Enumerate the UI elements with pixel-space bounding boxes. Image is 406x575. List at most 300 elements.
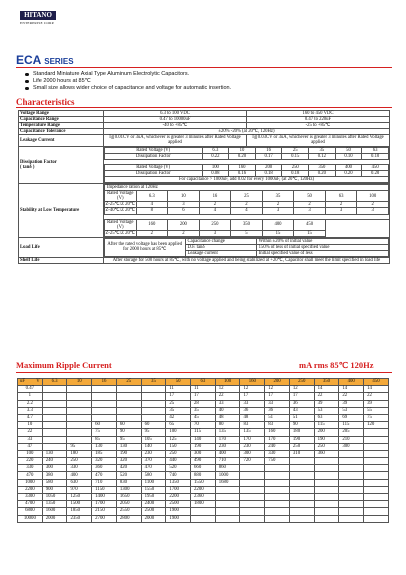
ripple-value-cell: 14 <box>314 386 339 393</box>
ripple-value-cell: 740 <box>166 472 191 479</box>
ripple-value-cell: 1600 <box>42 508 67 515</box>
ripple-value-cell: 1100 <box>141 479 166 486</box>
ripple-value-cell: 17 <box>191 393 216 400</box>
ripple-value-cell <box>289 472 314 479</box>
ripple-value-cell: 140 <box>141 443 166 450</box>
ripple-value-cell <box>67 429 92 436</box>
ripple-value-cell: 330 <box>67 465 92 472</box>
ripple-value-cell: 1950 <box>141 494 166 501</box>
df-cell: 0.18 <box>255 170 282 176</box>
ripple-value-cell: 120 <box>364 422 389 429</box>
ripple-value-cell <box>339 494 364 501</box>
ripple-value-cell: 70 <box>191 422 216 429</box>
ripple-corner-cell <box>18 379 43 386</box>
ripple-value-cell <box>141 414 166 421</box>
ripple-row <box>18 494 389 501</box>
feature-item: Life 2000 hours at 85℃ <box>24 78 231 85</box>
ripple-value-cell: 11 <box>191 386 216 393</box>
ripple-value-cell: 470 <box>141 465 166 472</box>
ripple-table <box>17 378 389 523</box>
stability-cell: 400 <box>262 219 294 230</box>
spec-label: Capacitance Tolerance <box>19 129 104 135</box>
ripple-value-cell: 2360 <box>191 494 216 501</box>
ripple-value-cell: 2700 <box>92 515 117 522</box>
ripple-value-cell: 1550 <box>191 479 216 486</box>
ripple-value-cell <box>42 407 67 414</box>
ripple-value-cell: 1800 <box>191 501 216 508</box>
df-rv-label: Rated Voltage (V) <box>105 147 203 153</box>
ripple-value-cell <box>42 429 67 436</box>
ripple-value-cell: 2050 <box>116 501 141 508</box>
ripple-value-cell <box>240 479 265 486</box>
df-cell: 63 <box>362 147 389 153</box>
ripple-value-cell: 17 <box>240 393 265 400</box>
ripple-capacitance-cell: 2.2 <box>18 400 43 407</box>
ripple-value-cell: 33 <box>240 400 265 407</box>
ripple-value-cell <box>265 494 290 501</box>
ripple-value-cell <box>339 501 364 508</box>
brand-subtitle: ENTERPRISE CORP. <box>20 21 55 25</box>
df-cell: 0.17 <box>255 153 282 159</box>
stability-cell: 4 <box>231 208 263 214</box>
ripple-value-cell <box>240 501 265 508</box>
stability-cell: 3 <box>357 208 389 214</box>
df-rv-label: Rated Voltage (V) <box>105 164 203 170</box>
ripple-value-cell: 205 <box>339 429 364 436</box>
ripple-voltage-header: 25 <box>116 379 141 386</box>
ripple-value-cell <box>116 414 141 421</box>
ripple-value-cell: 130 <box>116 443 141 450</box>
ripple-value-cell: 35 <box>191 407 216 414</box>
ripple-value-cell: 12 <box>265 386 290 393</box>
series-title <box>16 53 74 67</box>
stability-cell: 25 <box>231 191 263 202</box>
ripple-value-cell <box>364 458 389 465</box>
ripple-value-cell: 1300 <box>116 486 141 493</box>
ripple-value-cell <box>265 508 290 515</box>
ripple-value-cell: 51 <box>289 414 314 421</box>
ripple-value-cell: 580 <box>141 472 166 479</box>
ripple-value-cell: 140 <box>191 436 216 443</box>
ripple-value-cell: 240 <box>42 458 67 465</box>
df-cell: 0.20 <box>335 170 362 176</box>
ripple-value-cell: 380 <box>42 472 67 479</box>
stability-cell <box>104 184 390 238</box>
ripple-value-cell <box>116 386 141 393</box>
df-cell: 10 <box>229 147 256 153</box>
ripple-voltage-header: 100 <box>215 379 240 386</box>
ripple-value-cell: 1350 <box>42 501 67 508</box>
ripple-value-cell: 12 <box>289 386 314 393</box>
stability-cell: 3 <box>168 202 200 208</box>
ripple-value-cell: 300 <box>240 450 265 457</box>
ripple-capacitance-cell: 470 <box>18 472 43 479</box>
ripple-value-cell: 200 <box>314 429 339 436</box>
ripple-corner-top: V <box>36 379 40 384</box>
ripple-value-cell: 660 <box>191 465 216 472</box>
ripple-capacitance-cell: 4.7 <box>18 414 43 421</box>
ripple-value-cell: 520 <box>166 465 191 472</box>
ripple-value-cell: 2150 <box>92 508 117 515</box>
series-label: SERIES <box>44 57 74 66</box>
ripple-value-cell <box>364 501 389 508</box>
ripple-value-cell <box>240 486 265 493</box>
df-cell: 160 <box>229 164 256 170</box>
ripple-value-cell: 190 <box>116 450 141 457</box>
ripple-value-cell: 2500 <box>141 508 166 515</box>
ripple-value-cell: 80 <box>215 422 240 429</box>
ripple-value-cell: 860 <box>215 465 240 472</box>
ripple-row <box>18 414 389 421</box>
df-cell: 0.12 <box>309 153 336 159</box>
ripple-capacitance-cell: 6800 <box>18 508 43 515</box>
ripple-value-cell: 630 <box>67 479 92 486</box>
ripple-value-cell <box>141 386 166 393</box>
ripple-value-cell <box>240 508 265 515</box>
stability-cell: 10 <box>168 191 200 202</box>
spec-label: Capacitance Range <box>19 117 104 123</box>
ripple-value-cell: 90 <box>116 429 141 436</box>
ripple-value-cell <box>289 486 314 493</box>
ripple-header-row <box>18 379 389 386</box>
spec-row-leakage <box>19 135 390 146</box>
ripple-value-cell: 230 <box>141 450 166 457</box>
df-cell: 350 <box>309 164 336 170</box>
ripple-value-cell <box>116 400 141 407</box>
ripple-row <box>18 386 389 393</box>
ripple-value-cell: 970 <box>67 486 92 493</box>
ripple-value-cell: 135 <box>215 429 240 436</box>
ripple-value-cell <box>240 515 265 522</box>
divider-top <box>16 67 392 68</box>
ripple-value-cell: 60 <box>116 422 141 429</box>
stability-cell: 3 <box>199 230 231 236</box>
ripple-value-cell <box>67 386 92 393</box>
stability-cell: 15 <box>294 230 326 236</box>
ripple-value-cell <box>364 472 389 479</box>
ripple-value-cell: 135 <box>240 429 265 436</box>
ripple-value-cell: 170 <box>240 436 265 443</box>
df-cell: 0.20 <box>309 170 336 176</box>
ripple-value-cell: 360 <box>314 450 339 457</box>
df-cell: 200 <box>255 164 282 170</box>
divider-ripple <box>16 372 392 373</box>
spec-value: 160 to 450 VDC <box>247 111 390 117</box>
ripple-value-cell: 1550 <box>141 486 166 493</box>
characteristics-title: Characteristics <box>16 97 75 107</box>
stability-cell: 2 <box>357 202 389 208</box>
stability-cell: 50 <box>294 191 326 202</box>
ripple-value-cell: 12 <box>215 386 240 393</box>
ripple-value-cell: 830 <box>116 479 141 486</box>
ripple-voltage-header: 10 <box>67 379 92 386</box>
ripple-value-cell: 330 <box>265 450 290 457</box>
ripple-voltage-header: 35 <box>141 379 166 386</box>
ripple-value-cell <box>191 508 216 515</box>
ripple-row <box>18 422 389 429</box>
df-cell: 0.15 <box>282 153 309 159</box>
df-cell: 16 <box>255 147 282 153</box>
ripple-value-cell <box>314 458 339 465</box>
ripple-row <box>18 465 389 472</box>
ripple-capacitance-cell: 47 <box>18 443 43 450</box>
ripple-value-cell <box>42 436 67 443</box>
ripple-row <box>18 407 389 414</box>
stability-cell: 2 <box>199 202 231 208</box>
ripple-value-cell: 115 <box>339 422 364 429</box>
ripple-row <box>18 501 389 508</box>
ripple-value-cell: 710 <box>92 479 117 486</box>
stability-cell: 3 <box>325 208 357 214</box>
ripple-value-cell: 250 <box>314 443 339 450</box>
ripple-value-cell: 105 <box>141 436 166 443</box>
ripple-row <box>18 400 389 407</box>
stability-high-r1-row <box>105 230 389 236</box>
ripple-value-cell <box>364 436 389 443</box>
ripple-capacitance-cell: 4700 <box>18 501 43 508</box>
ripple-value-cell: 1700 <box>92 501 117 508</box>
ripple-value-cell <box>339 458 364 465</box>
ripple-value-cell: 22 <box>339 393 364 400</box>
ripple-title: Maximum Ripple Current <box>16 360 112 370</box>
ripple-value-cell: 48 <box>215 414 240 421</box>
ripple-value-cell <box>364 508 389 515</box>
ripple-value-cell <box>314 515 339 522</box>
spec-row-shelf-life <box>19 258 390 264</box>
ripple-value-cell: 90 <box>289 422 314 429</box>
load-life-item: D.F. tanδ <box>185 244 256 250</box>
ripple-value-cell: 210 <box>339 436 364 443</box>
ripple-value-cell: 880 <box>191 472 216 479</box>
ripple-voltage-header: 16 <box>92 379 117 386</box>
spec-label: Stability at Low Temperature <box>19 184 104 238</box>
ripple-value-cell <box>289 465 314 472</box>
spec-table <box>18 110 390 264</box>
ripple-value-cell <box>42 386 67 393</box>
load-life-item: Capacitance change <box>185 238 256 244</box>
ripple-value-cell <box>314 472 339 479</box>
ripple-value-cell <box>141 400 166 407</box>
ripple-value-cell <box>364 450 389 457</box>
divider-characteristics <box>16 107 392 108</box>
stability-cell: 2 <box>168 230 200 236</box>
ripple-capacitance-cell: 330 <box>18 465 43 472</box>
stability-cell: 200 <box>168 219 200 230</box>
ripple-value-cell: 42 <box>166 414 191 421</box>
ripple-value-cell: 35 <box>166 407 191 414</box>
ripple-row <box>18 443 389 450</box>
ripple-value-cell: 83 <box>240 422 265 429</box>
stability-r2-label: Z-40℃/Z 20℃ <box>105 208 136 214</box>
stability-cell: 15 <box>262 230 294 236</box>
load-life-cell <box>104 237 390 257</box>
ripple-value-cell: 115 <box>191 429 216 436</box>
stability-rv-label: Rated Voltage (V) <box>105 219 137 230</box>
ripple-voltage-header: 350 <box>314 379 339 386</box>
spec-value: -40 to +85℃ <box>104 123 247 129</box>
ripple-value-cell: 12 <box>240 386 265 393</box>
ripple-value-cell <box>191 515 216 522</box>
ripple-value-cell: 360 <box>92 465 117 472</box>
ripple-value-cell <box>265 465 290 472</box>
load-life-value: Within ±20% of initial value <box>256 238 388 244</box>
df-cell: 0.20 <box>229 153 256 159</box>
ripple-value-cell <box>314 486 339 493</box>
ripple-value-cell: 1900 <box>166 508 191 515</box>
ripple-value-cell: 39 <box>314 400 339 407</box>
ripple-capacitance-cell: 10000 <box>18 515 43 522</box>
ripple-value-cell: 190 <box>314 436 339 443</box>
ripple-value-cell: 900 <box>42 486 67 493</box>
ripple-corner-bottom: uF <box>20 379 26 385</box>
spec-label: Temperature Range <box>19 123 104 129</box>
ripple-value-cell: 2550 <box>116 508 141 515</box>
spec-label <box>19 146 104 183</box>
ripple-value-cell: 43 <box>289 407 314 414</box>
spec-label: Shelf Life <box>19 258 104 264</box>
stability-r1-label: Z-25℃/Z 20℃ <box>105 230 136 236</box>
ripple-capacitance-cell: 220 <box>18 458 43 465</box>
df-cell: 100 <box>202 164 229 170</box>
ripple-value-cell: 1680 <box>215 479 240 486</box>
spec-row-dissipation <box>19 146 390 183</box>
ripple-value-cell: 230 <box>215 443 240 450</box>
stability-cell: 100 <box>357 191 389 202</box>
ripple-value-cell: 250 <box>166 450 191 457</box>
stability-cell: 6 <box>168 208 200 214</box>
ripple-value-cell <box>364 465 389 472</box>
ripple-voltage-header: 63 <box>191 379 216 386</box>
ripple-value-cell: 2350 <box>67 515 92 522</box>
stability-cell: 2 <box>294 202 326 208</box>
ripple-capacitance-cell: 22 <box>18 429 43 436</box>
stability-cell: 16 <box>199 191 231 202</box>
ripple-value-cell <box>314 465 339 472</box>
ripple-value-cell: 490 <box>191 458 216 465</box>
load-life-value: 150% of less of initial specified value <box>256 244 388 250</box>
ripple-value-cell: 83 <box>265 422 290 429</box>
ripple-value-cell <box>42 414 67 421</box>
stability-cell: 250 <box>199 219 231 230</box>
df-cell: 400 <box>335 164 362 170</box>
ripple-value-cell <box>265 472 290 479</box>
ripple-value-cell: 300 <box>191 450 216 457</box>
ripple-voltage-header: 250 <box>289 379 314 386</box>
ripple-value-cell: 2200 <box>191 486 216 493</box>
stability-cell: 450 <box>294 219 326 230</box>
load-life-value: Initial specified value of less <box>256 250 388 256</box>
ripple-value-cell <box>92 400 117 407</box>
ripple-value-cell <box>265 486 290 493</box>
df-cell: 0.18 <box>282 170 309 176</box>
ripple-value-cell: 22 <box>215 393 240 400</box>
ripple-value-cell: 14 <box>364 386 389 393</box>
ripple-value-cell: 1500 <box>67 501 92 508</box>
ripple-capacitance-cell: 1000 <box>18 479 43 486</box>
stability-cell: 4 <box>136 202 168 208</box>
ripple-value-cell: 100 <box>166 429 191 436</box>
ripple-value-cell: 1650 <box>116 494 141 501</box>
ripple-voltage-header: 450 <box>364 379 389 386</box>
ripple-value-cell: 1400 <box>92 494 117 501</box>
load-life-item: Leakage current <box>185 250 256 256</box>
ripple-value-cell <box>339 472 364 479</box>
ripple-value-cell: 370 <box>141 458 166 465</box>
ripple-value-cell <box>67 393 92 400</box>
ripple-value-cell <box>289 458 314 465</box>
ripple-value-cell: 180 <box>289 429 314 436</box>
df-cell: 50 <box>335 147 362 153</box>
ripple-value-cell: 310 <box>289 450 314 457</box>
ripple-value-cell <box>364 479 389 486</box>
ripple-value-cell <box>339 515 364 522</box>
load-life-text: After the rated voltage has been applied for 2000 hours at 85℃ <box>105 238 186 256</box>
ripple-value-cell: 180 <box>67 450 92 457</box>
ripple-value-cell: 190 <box>191 443 216 450</box>
ripple-value-cell: 95 <box>67 443 92 450</box>
feature-item: Standard Miniature Axial Type Aluminum Electrolytic Capacitors. <box>24 71 231 78</box>
stability-cell: 35 <box>262 191 294 202</box>
ripple-value-cell <box>240 472 265 479</box>
ripple-value-cell: 420 <box>116 465 141 472</box>
ripple-value-cell: 240 <box>265 443 290 450</box>
ripple-value-cell: 60 <box>141 422 166 429</box>
df-cell: 0.08 <box>202 170 229 176</box>
ripple-unit: mA rms 85℃ 120Hz <box>299 360 374 370</box>
stability-r1-label: Z-25℃/Z 20℃ <box>105 202 136 208</box>
ripple-value-cell <box>289 494 314 501</box>
ripple-value-cell <box>67 400 92 407</box>
ripple-value-cell: 400 <box>215 450 240 457</box>
spec-value: -25 to +85℃ <box>247 123 390 129</box>
ripple-value-cell <box>42 393 67 400</box>
ripple-value-cell: 55 <box>364 407 389 414</box>
ripple-value-cell: 53 <box>314 407 339 414</box>
ripple-value-cell: 230 <box>240 443 265 450</box>
ripple-value-cell: 2000 <box>141 515 166 522</box>
ripple-value-cell: 75 <box>364 414 389 421</box>
ripple-value-cell <box>215 494 240 501</box>
ripple-value-cell <box>42 443 67 450</box>
ripple-value-cell: 300 <box>339 443 364 450</box>
ripple-value-cell: 130 <box>92 443 117 450</box>
ripple-value-cell <box>42 400 67 407</box>
ripple-value-cell <box>314 501 339 508</box>
ripple-value-cell <box>141 407 166 414</box>
ripple-value-cell: 36 <box>265 407 290 414</box>
ripple-value-cell: 63 <box>314 414 339 421</box>
ripple-value-cell <box>364 443 389 450</box>
spec-value: ±20% -20% (at 20℃, 120Hz) <box>104 129 390 135</box>
ripple-voltage-header: 6.3 <box>42 379 67 386</box>
ripple-value-cell <box>265 479 290 486</box>
stability-cell: 2 <box>262 202 294 208</box>
ripple-value-cell: 2000 <box>42 515 67 522</box>
ripple-value-cell <box>67 436 92 443</box>
ripple-value-cell <box>42 422 67 429</box>
ripple-voltage-header: 400 <box>339 379 364 386</box>
ripple-value-cell <box>67 407 92 414</box>
df-note-row <box>105 176 389 182</box>
ripple-value-cell <box>289 501 314 508</box>
ripple-value-cell <box>289 515 314 522</box>
ripple-value-cell: 33 <box>215 400 240 407</box>
ripple-value-cell: 2400 <box>141 501 166 508</box>
ripple-value-cell: 125 <box>166 436 191 443</box>
ripple-voltage-header: 200 <box>265 379 290 386</box>
ripple-value-cell: 300 <box>42 465 67 472</box>
ripple-value-cell: 51 <box>265 414 290 421</box>
